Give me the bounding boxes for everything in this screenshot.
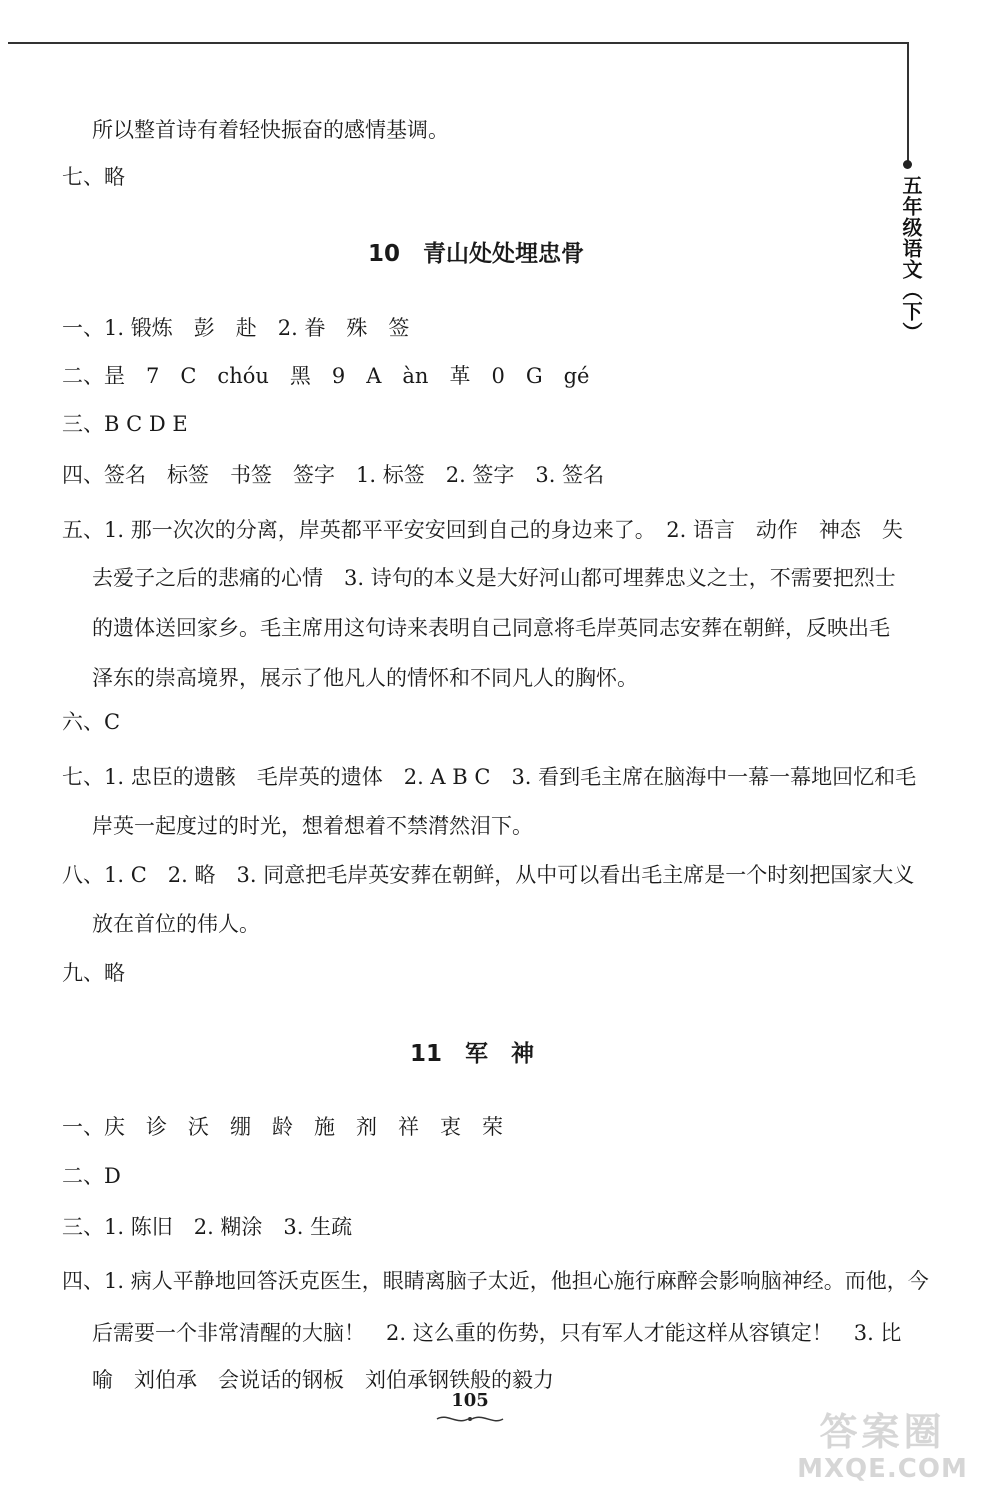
answer-line: 四、1. 病人平静地回答沃克医生，眼睛离脑子太近，他担心施行麻醉会影响脑神经。而他，今 bbox=[62, 1269, 929, 1293]
page-number: 105 bbox=[451, 1390, 489, 1411]
side-dot bbox=[903, 160, 912, 169]
side-label-grade-subject: 五年级语文（下） bbox=[899, 175, 923, 343]
watermark-url: MXQE.COM bbox=[797, 1454, 968, 1484]
answer-line: 后需要一个非常清醒的大脑！ 2. 这么重的伤势，只有军人才能这样从容镇定！ 3. 比 bbox=[92, 1321, 902, 1345]
answer-line: 一、1. 锻炼 彭 赴 2. 眷 殊 签 bbox=[62, 316, 410, 340]
answer-line: 放在首位的伟人。 bbox=[92, 912, 260, 936]
watermark-title: 答案圈 bbox=[819, 1410, 946, 1454]
answer-line: 岸英一起度过的时光，想着想着不禁潸然泪下。 bbox=[92, 814, 533, 838]
answer-line: 七、1. 忠臣的遗骸 毛岸英的遗体 2. A B C 3. 看到毛主席在脑海中一幕一幕地回忆和毛 bbox=[62, 765, 917, 789]
answer-line: 去爱子之后的悲痛的心情 3. 诗句的本义是大好河山都可埋葬忠义之士，不需要把烈士 bbox=[92, 566, 896, 590]
answer-line: 二、昰 7 C chóu 黑 9 A àn 革 0 G gé bbox=[62, 364, 590, 388]
page-ornament-icon bbox=[435, 1413, 505, 1425]
side-rule bbox=[907, 42, 909, 162]
answer-line: 五、1. 那一次次的分离，岸英都平平安安回到自己的身边来了。 2. 语言 动作 神态 失 bbox=[62, 518, 903, 542]
answer-line: 的遗体送回家乡。毛主席用这句诗来表明自己同意将毛岸英同志安葬在朝鲜，反映出毛 bbox=[92, 616, 890, 640]
answer-line: 八、1. C 2. 略 3. 同意把毛岸英安葬在朝鲜，从中可以看出毛主席是一个时刻把国家大义 bbox=[62, 863, 915, 887]
watermark-logo bbox=[770, 1410, 995, 1490]
answer-line: 七、略 bbox=[62, 165, 125, 189]
answer-line: 四、签名 标签 书签 签字 1. 标签 2. 签字 3. 签名 bbox=[62, 463, 605, 487]
header-rule bbox=[8, 42, 908, 44]
answer-line: 三、B C D E bbox=[62, 412, 188, 436]
section-title-lesson-10: 10 青山处处埋忠骨 bbox=[368, 241, 585, 267]
answer-line: 泽东的崇高境界，展示了他凡人的情怀和不同凡人的胸怀。 bbox=[92, 666, 638, 690]
answer-line: 所以整首诗有着轻快振奋的感情基调。 bbox=[92, 118, 449, 142]
answer-line: 一、庆 诊 沃 绷 龄 施 剂 祥 衷 荣 bbox=[62, 1115, 503, 1139]
section-title-lesson-11: 11 军 神 bbox=[410, 1041, 535, 1067]
answer-line: 三、1. 陈旧 2. 糊涂 3. 生疏 bbox=[62, 1215, 353, 1239]
answer-line: 喻 刘伯承 会说话的钢板 刘伯承钢铁般的毅力 bbox=[92, 1368, 554, 1392]
answer-line: 六、C bbox=[62, 710, 121, 734]
answer-line: 九、略 bbox=[62, 961, 125, 985]
answer-line: 二、D bbox=[62, 1164, 121, 1188]
